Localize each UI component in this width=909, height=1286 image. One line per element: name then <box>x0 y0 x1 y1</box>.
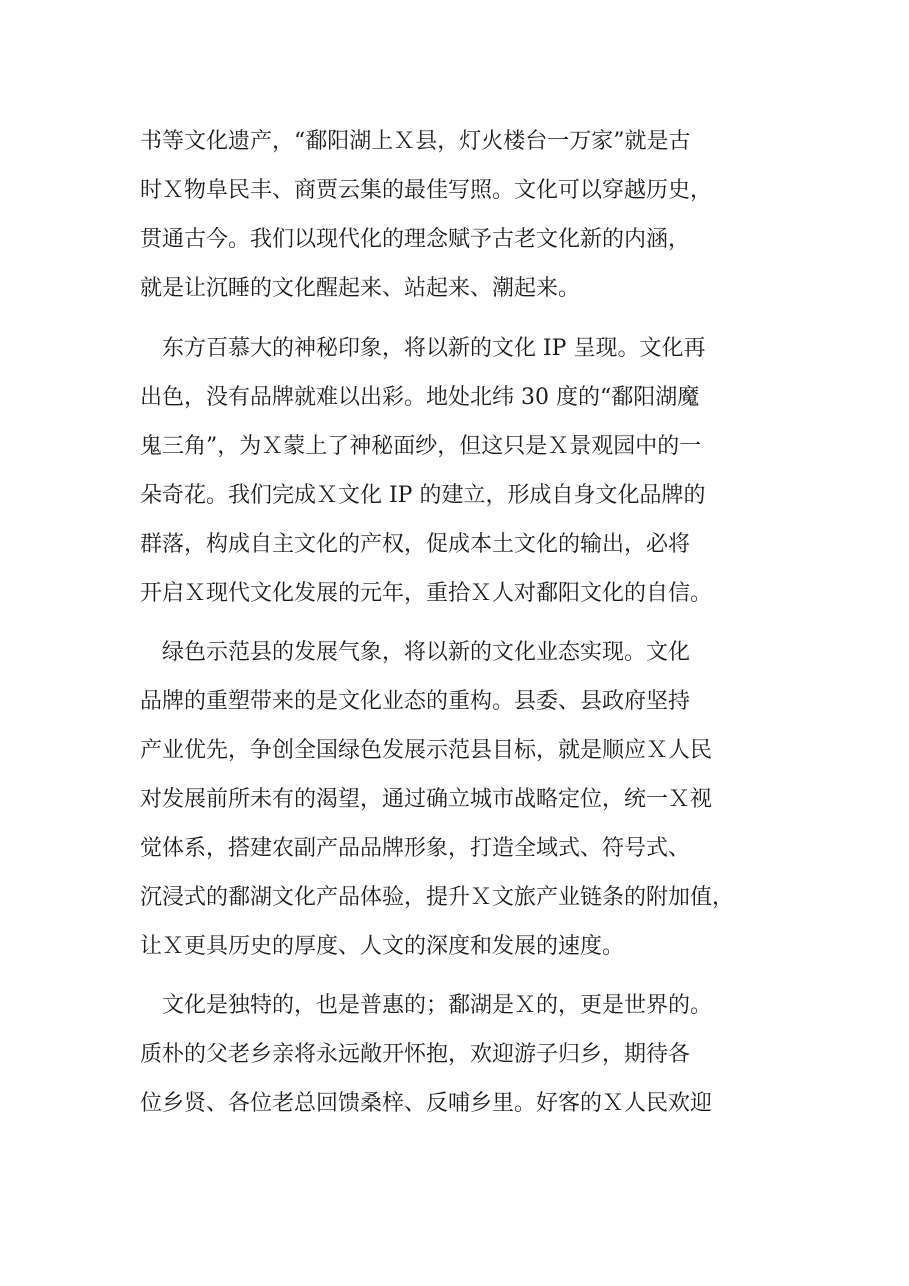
text-line: 贯通古今。我们以现代化的理念赋予古老文化新的内涵， <box>140 227 691 252</box>
text-line: 开启Ｘ现代文化发展的元年，重拾Ｘ人对鄱阳文化的自信。 <box>140 581 713 606</box>
text-line: 对发展前所未有的渴望，通过确立城市战略定位，统一Ｘ视 <box>140 787 713 812</box>
text-line: 朵奇花。我们完成Ｘ文化 IP 的建立，形成自身文化品牌的 <box>140 483 706 508</box>
text-line: 东方百慕大的神秘印象，将以新的文化 IP 呈现。文化再 <box>140 336 706 361</box>
text-line: 让Ｘ更具历史的厚度、人文的深度和发展的速度。 <box>140 934 625 959</box>
text-line: 绿色示范县的发展气象，将以新的文化业态实现。文化 <box>140 640 691 665</box>
text-line: 群落，构成自主文化的产权，促成本土文化的输出，必将 <box>140 532 691 557</box>
text-line: 时Ｘ物阜民丰、商贾云集的最佳写照。文化可以穿越历史， <box>140 178 713 203</box>
text-line: 文化是独特的，也是普惠的；鄱湖是Ｘ的，更是世界的。 <box>140 993 713 1018</box>
text-line: 沉浸式的鄱湖文化产品体验，提升Ｘ文旅产业链条的附加值， <box>140 885 735 910</box>
text-line: 质朴的父老乡亲将永远敞开怀抱，欢迎游子归乡，期待各 <box>140 1042 691 1067</box>
text-line: 出色，没有品牌就难以出彩。地处北纬 30 度的“鄱阳湖魔 <box>140 385 700 410</box>
text-line: 品牌的重塑带来的是文化业态的重构。县委、县政府坚持 <box>140 689 691 714</box>
text-line: 就是让沉睡的文化醒起来、站起来、潮起来。 <box>140 276 581 301</box>
text-line: 鬼三角”，为Ｘ蒙上了神秘面纱，但这只是Ｘ景观园中的一 <box>140 434 702 459</box>
text-line: 产业优先，争创全国绿色发展示范县目标，就是顺应Ｘ人民 <box>140 738 713 763</box>
text-line: 书等文化遗产，“鄱阳湖上Ｘ县，灯火楼台一万家”就是古 <box>140 129 691 154</box>
text-line: 觉体系，搭建农副产品品牌形象，打造全域式、符号式、 <box>140 836 691 861</box>
text-line: 位乡贤、各位老总回馈桑梓、反哺乡里。好客的Ｘ人民欢迎 <box>140 1091 713 1116</box>
